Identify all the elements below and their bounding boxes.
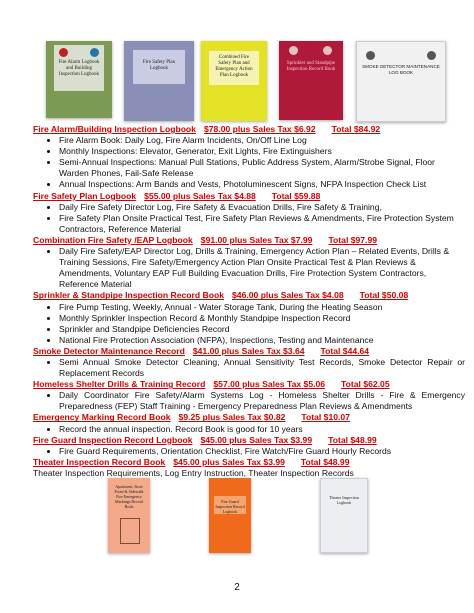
list-item: • Daily Fire Safety/EAP Director Log, Drills & Training, Emergency Action Plan – Related Events, Drills & Training Sessions, Fire Safety/Emergency Action Plan Onsite Practical Test & Plan Reviews & Amendments, Voluntary EAP Full Building Evacuation Drills, Fire Protection System Contractors, Reference Material bbox=[59, 246, 465, 290]
list-item: • Fire Alarm Book: Daily Log, Fire Alarm Incidents, On/Off Line Log bbox=[59, 135, 465, 146]
seal-icon bbox=[366, 51, 375, 60]
list-item: • Fire Safety Plan Onsite Practical Test, Fire Safety Plan Reviews & Amendments, Fire Protection System Contractors, Reference Material bbox=[59, 213, 465, 235]
cover-title: Sprinkler and Standpipe Inspection Record Book bbox=[286, 61, 336, 72]
cover-title: Fire Safety Plan Logbook bbox=[142, 60, 176, 71]
page-number: 2 bbox=[234, 582, 240, 593]
list-item: • Daily Coordinator Fire Safety/Alarm Systems Log - Homeless Shelter Drills - Fire & Emergency Preparedness (FEP) Staff Training - Emergency Preparedness Plan Reviews & Amendments bbox=[59, 390, 465, 412]
cover-combined-logbook bbox=[201, 41, 267, 121]
cover-theater-logbook bbox=[320, 478, 368, 553]
item-list bbox=[33, 302, 465, 346]
cover-illustration bbox=[120, 518, 140, 544]
list-item: • National Fire Protection Association (NFPA), Inspections, Testing and Maintenance bbox=[59, 335, 465, 346]
cover-emergency-marking-record-book bbox=[108, 478, 150, 553]
section-heading-fire-guard: Fire Guard Inspection Record Logbook $45.00 plus Sales Tax $3.99 Total $48.99 bbox=[33, 434, 377, 445]
section-heading-smoke-detector: Smoke Detector Maintenance Record $41.00 plus Sales Tax $3.64 Total $44.64 bbox=[33, 345, 370, 356]
item-list bbox=[33, 446, 465, 457]
list-item: • Fire Pump Testing, Weekly, Annual - Water Storage Tank, During the Heating Season bbox=[59, 302, 465, 313]
list-item: • Semi-Annual Inspections: Manual Pull Stations, Public Address System, Alarm/Strobe Signal, Floor Warden Phones, Fail-Safe Release bbox=[59, 157, 465, 179]
list-item: • Sprinkler and Standpipe Deficiencies Record bbox=[59, 324, 465, 335]
seal-icon bbox=[289, 46, 298, 55]
list-item: • Annual Inspections: Arm Bands and Vests, Photoluminescent Signs, NFPA Inspection Check List bbox=[59, 179, 465, 190]
list-item: • Monthly Sprinkler Inspection Record & Monthly Standpipe Inspection Record bbox=[59, 313, 465, 324]
cover-title: Fire Guard Inspection Record Logbook bbox=[215, 499, 245, 514]
item-list bbox=[33, 357, 465, 379]
cover-title: Fire Alarm Logbook and Building Inspection Logbook bbox=[58, 60, 100, 77]
seal-icon bbox=[427, 51, 436, 60]
cover-fire-safety-plan-logbook bbox=[124, 41, 194, 121]
item-list bbox=[33, 390, 465, 412]
section-heading-homeless-shelter: Homeless Shelter Drills & Training Record $57.00 plus Sales Tax $5.06 Total $62.05 bbox=[33, 379, 390, 390]
item-list bbox=[33, 424, 465, 435]
price-list bbox=[33, 124, 465, 479]
section-heading-sprinkler: Sprinkler & Standpipe Inspection Record Book $46.00 plus Sales Tax $4.08 Total $50.08 bbox=[33, 290, 409, 301]
cover-sprinkler-record-book bbox=[279, 41, 343, 120]
list-item: • Semi Annual Smoke Detector Cleaning, Annual Sensitivity Test Records, Smoke Detector Repair or Replacement Records bbox=[59, 357, 465, 379]
section-heading-fire-safety-plan: Fire Safety Plan Logbook $55.00 plus Sales Tax $4.88 Total $59.88 bbox=[33, 190, 321, 201]
cover-fire-guard-logbook bbox=[209, 478, 251, 553]
section-heading-combination: Combination Fire Safety /EAP Logbook $91.00 plus Sales Tax $7.99 Total $97.99 bbox=[33, 234, 377, 245]
item-list bbox=[33, 246, 465, 290]
list-item: • Daily Fire Safety Director Log, Fire Safety & Evacuation Drills, Fire Safety & Training, bbox=[59, 202, 465, 213]
list-item: • Monthly Inspections: Elevator, Generator, Exit Lights, Fire Extinguishers bbox=[59, 146, 465, 157]
cover-title: Combined Fire Safety Plan and Emergency Action Plan Logbook bbox=[215, 55, 253, 78]
cover-smoke-detector-log-book bbox=[356, 41, 446, 122]
item-list bbox=[33, 202, 465, 235]
cover-fire-alarm-logbook bbox=[46, 41, 112, 118]
cover-title: Theater Inspection Logbook bbox=[329, 495, 359, 505]
item-list bbox=[33, 135, 465, 190]
seal-icon bbox=[59, 48, 68, 57]
list-item: • Record the annual inspection. Record Book is good for 10 years bbox=[59, 424, 465, 435]
cover-title: SMOKE DETECTOR MAINTENANCE LOG BOOK bbox=[362, 64, 440, 75]
cover-title: Apartment, Store Fixed & Sidewalk Fire Emergency Markings Record Book bbox=[114, 484, 144, 509]
section-heading-fire-alarm: Fire Alarm/Building Inspection Logbook $78.00 plus Sales Tax $6.92 Total $84.92 bbox=[33, 124, 381, 134]
section-heading-theater: Theater Inspection Record Book $45.00 plus Sales Tax $3.99 Total $48.99 bbox=[33, 456, 350, 467]
seal-icon bbox=[323, 46, 332, 55]
theater-description: Theater Inspection Requirements, Log Entry Instruction, Theater Inspection Records bbox=[33, 467, 354, 478]
section-heading-emergency-marking: Emergency Marking Record Book $9.25 plus Sales Tax $0.82 Total $10.07 bbox=[33, 412, 350, 423]
list-item: • Fire Guard Requirements, Orientation Checklist, Fire Watch/Fire Guard Hourly Records bbox=[59, 446, 465, 457]
seal-icon bbox=[90, 48, 99, 57]
